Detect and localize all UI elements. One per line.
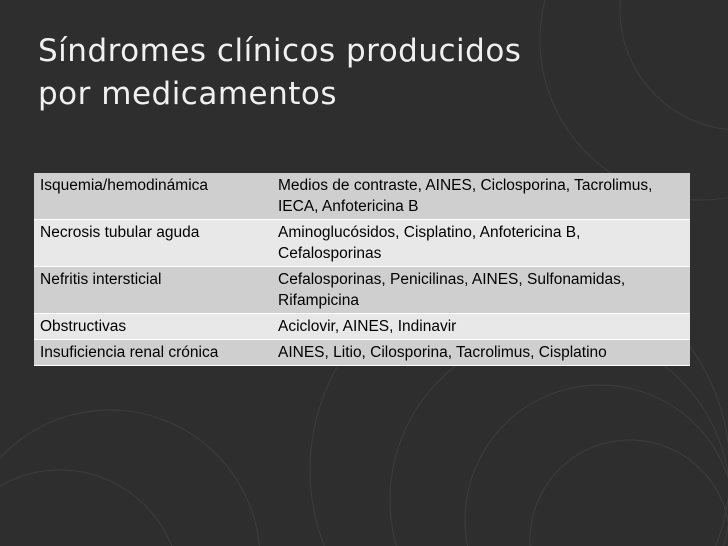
table-row: [34, 173, 690, 220]
title-line-2: por medicamentos: [38, 76, 338, 112]
syndrome-cell: Nefritis intersticial: [34, 267, 272, 314]
syndrome-cell: Obstructivas: [34, 314, 272, 340]
drug-syndrome-table: [34, 173, 690, 366]
drugs-cell: AINES, Litio, Cilosporina, Tacrolimus, Cisplatino: [272, 340, 690, 366]
drugs-cell: Cefalosporinas, Penicilinas, AINES, Sulfonamidas, Rifampicina: [272, 267, 690, 314]
table-row: [34, 220, 690, 267]
slide-title: [38, 30, 688, 116]
drugs-cell: Aminoglucósidos, Cisplatino, Anfotericina B, Cefalosporinas: [272, 220, 690, 267]
table-row: [34, 314, 690, 340]
syndrome-cell: Insuficiencia renal crónica: [34, 340, 272, 366]
drugs-cell: Aciclovir, AINES, Indinavir: [272, 314, 690, 340]
table-row: [34, 340, 690, 366]
title-line-1: Síndromes clínicos producidos: [38, 33, 522, 69]
drugs-cell: Medios de contraste, AINES, Ciclosporina, Tacrolimus, IECA, Anfotericina B: [272, 173, 690, 220]
syndrome-cell: Necrosis tubular aguda: [34, 220, 272, 267]
table-row: [34, 267, 690, 314]
syndrome-cell: Isquemia/hemodinámica: [34, 173, 272, 220]
